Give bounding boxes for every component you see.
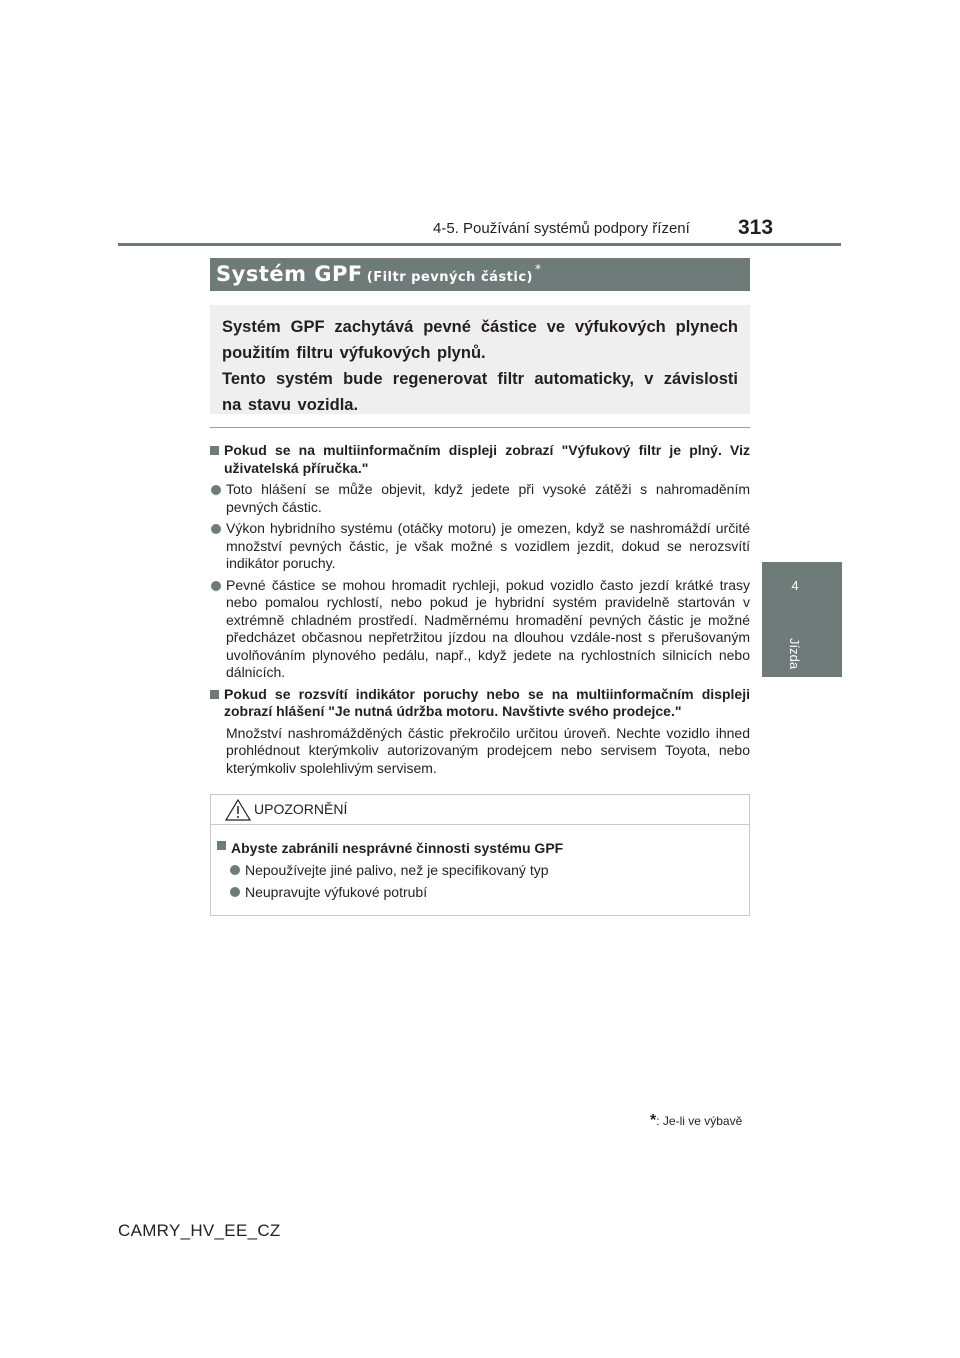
intro-paragraph-2: Tento systém bude regenerovat filtr automaticky, v závislosti na stavu vozidla. — [222, 370, 738, 414]
chapter-label: Jízda — [787, 638, 802, 670]
section-heading — [210, 442, 750, 477]
intro-box — [210, 305, 750, 414]
warning-box — [210, 794, 750, 916]
square-bullet-icon — [210, 690, 219, 699]
warning-item-text: Neupravujte výfukové potrubí — [245, 884, 428, 900]
warning-heading — [217, 837, 742, 859]
title-main-text: Systém GPF — [216, 262, 363, 286]
list-item-text: Výkon hybridního systému (otáčky motoru) je omezen, když se nashromáždí určité množství pevných částic, je však možné s vozidlem jezdit, dokud se nerozsvítí indikátor poruchy. — [226, 520, 750, 571]
section-divider — [210, 427, 750, 428]
warning-item — [229, 859, 742, 881]
intro-paragraph-1: Systém GPF zachytává pevné částice ve výfukových plynech použitím filtru výfukových plynů. — [222, 318, 738, 362]
warning-triangle-icon — [225, 799, 251, 821]
main-content — [210, 442, 750, 783]
section-paragraph: Množství nashromážděných částic překročilo určitou úroveň. Nechte vozidlo ihned prohlédnout kterýmkoliv autorizovaným prodejcem nebo servisem Toyota, nebo kterýmkoliv spolehlivým servisem. — [226, 724, 750, 776]
warning-item — [229, 881, 742, 903]
page-number: 313 — [738, 216, 774, 239]
document-code: CAMRY_HV_EE_CZ — [118, 1221, 281, 1240]
page-title — [216, 262, 542, 286]
warning-heading-text: Abyste zabránili nesprávné činnosti systému GPF — [231, 840, 564, 856]
list-item — [210, 481, 750, 516]
footnote-text: : Je-li ve výbavě — [656, 1114, 743, 1128]
square-bullet-icon — [217, 841, 226, 850]
section-header: 4-5. Používání systémů podpory řízení — [433, 220, 690, 237]
warning-title: UPOZORNĚNÍ — [254, 801, 348, 817]
chapter-number: 4 — [791, 578, 799, 593]
footnote — [650, 1112, 742, 1130]
heading-text: Pokud se na multiinformačním displeji zobrazí "Výfukový filtr je plný. Viz uživatelská příručka." — [224, 442, 750, 476]
warning-header — [211, 795, 749, 825]
chapter-label-wrap — [778, 630, 808, 670]
square-bullet-icon — [210, 446, 219, 455]
list-item — [210, 520, 750, 573]
list-item — [210, 577, 750, 682]
title-asterisk: * — [535, 262, 542, 276]
title-subtitle: (Filtr pevných částic) — [366, 270, 533, 285]
section-heading — [210, 686, 750, 721]
circle-bullet-icon — [211, 485, 221, 495]
list-item-text: Toto hlášení se může objevit, když jedete při vysoké zátěži s nahromaděním pevných částic. — [226, 481, 750, 515]
title-bar — [210, 258, 750, 291]
warning-item-text: Nepoužívejte jiné palivo, než je specifikovaný typ — [245, 862, 549, 878]
warning-body — [217, 837, 742, 903]
circle-bullet-icon — [211, 524, 221, 534]
list-item-text: Pevné částice se mohou hromadit rychleji, pokud vozidlo často jezdí krátké trasy nebo pomalou rychlostí, nebo pokud je hybridní systém pravidelně startován v extrémně chladném prostředí. Nadměrnému hromadění pevných částic je možné předcházet občasnou nepřetržitou jízdou na dlouhou vzdále-nost s přerušovaným uvolňováním plynového pedálu, např., když jedete na rychlostních silnicích nebo dálnicích. — [226, 576, 750, 680]
circle-bullet-icon — [230, 887, 240, 897]
circle-bullet-icon — [230, 865, 240, 875]
header-divider — [118, 243, 841, 246]
footnote-mark: * — [650, 1112, 657, 1129]
heading-text: Pokud se rozsvítí indikátor poruchy nebo se na multiinformačním displeji zobrazí hlášení "Je nutná údržba motoru. Navštivte svého prodejce." — [224, 685, 750, 719]
circle-bullet-icon — [211, 581, 221, 591]
